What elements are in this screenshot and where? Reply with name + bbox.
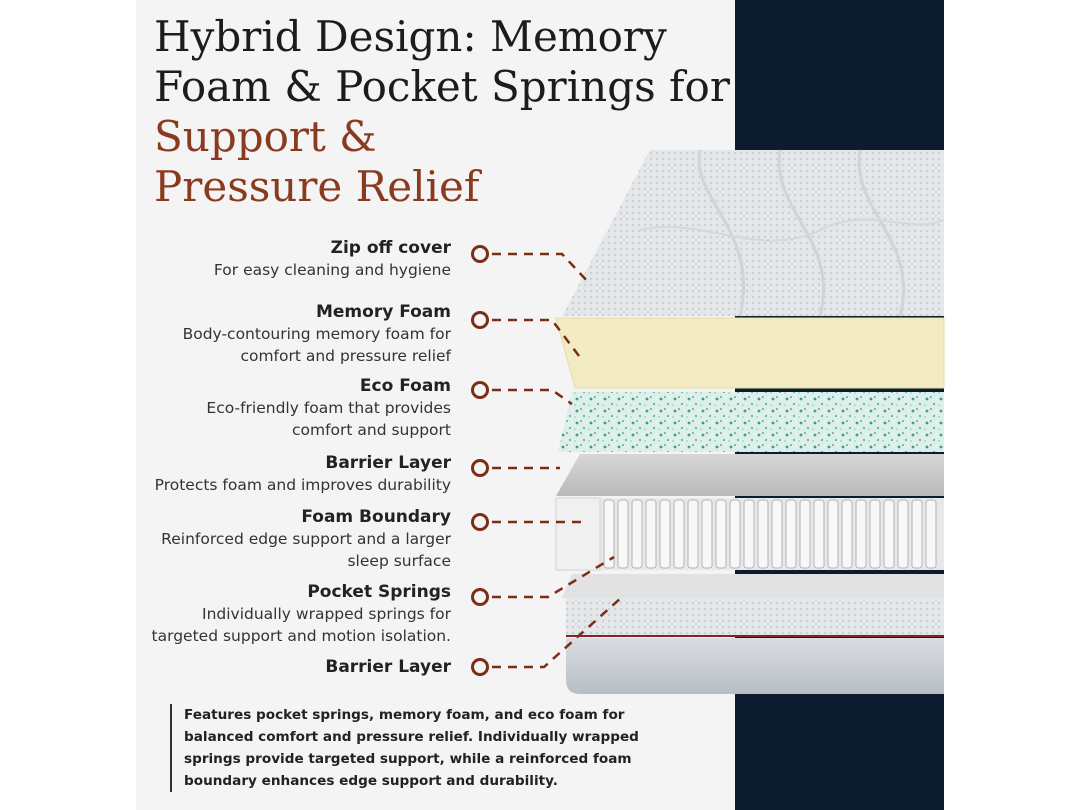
layer-title: Zip off cover bbox=[330, 238, 451, 258]
headline-line-1: Hybrid Design: Memory bbox=[154, 12, 667, 61]
layer-desc: Individually wrapped springs for bbox=[202, 605, 451, 623]
marker-dot-barrier-top bbox=[471, 459, 489, 477]
layer-title: Pocket Springs bbox=[307, 582, 451, 602]
barrier-layer-top bbox=[556, 454, 944, 496]
layer-title: Barrier Layer bbox=[325, 453, 451, 473]
headline-accent-line-2: Pressure Relief bbox=[154, 162, 480, 211]
layer-title: Eco Foam bbox=[359, 376, 451, 396]
callout-line: balanced comfort and pressure relief. Individually wrapped bbox=[184, 729, 639, 745]
layer-title: Memory Foam bbox=[315, 302, 451, 322]
label-barrier-layer-bottom bbox=[325, 656, 451, 678]
spring-unit bbox=[556, 498, 944, 570]
layer-desc: comfort and support bbox=[291, 421, 451, 439]
label-memory-foam bbox=[183, 301, 451, 367]
marker-dot-foam-boundary bbox=[471, 513, 489, 531]
marker-dot-cover bbox=[471, 245, 489, 263]
label-zip-off-cover bbox=[214, 237, 451, 281]
layer-desc: For easy cleaning and hygiene bbox=[213, 261, 451, 279]
base-layer bbox=[562, 574, 944, 694]
eco-foam-layer bbox=[558, 392, 944, 452]
layer-desc: Body-contouring memory foam for bbox=[182, 325, 451, 343]
layer-desc: Protects foam and improves durability bbox=[154, 476, 451, 494]
layer-desc: targeted support and motion isolation. bbox=[151, 627, 451, 645]
callout-line: springs provide targeted support, while a reinforced foam bbox=[184, 751, 632, 767]
memory-foam-layer bbox=[556, 318, 944, 388]
layer-title: Barrier Layer bbox=[325, 657, 451, 677]
callout-line: boundary enhances edge support and durability. bbox=[184, 773, 558, 789]
marker-dot-barrier-bottom bbox=[471, 658, 489, 676]
layer-title: Foam Boundary bbox=[301, 507, 451, 527]
callout-line: Features pocket springs, memory foam, and eco foam for bbox=[184, 707, 625, 723]
layer-desc: sleep surface bbox=[347, 552, 451, 570]
marker-dot-pocket-springs bbox=[471, 588, 489, 606]
layer-desc: comfort and pressure relief bbox=[240, 347, 451, 365]
layer-desc: Reinforced edge support and a larger bbox=[161, 530, 451, 548]
marker-dot-eco-foam bbox=[471, 381, 489, 399]
marker-dot-memory-foam bbox=[471, 311, 489, 329]
feature-callout bbox=[170, 704, 640, 792]
label-pocket-springs bbox=[152, 581, 451, 647]
layer-desc: Eco-friendly foam that provides bbox=[206, 399, 451, 417]
headline-line-2: Foam & Pocket Springs for bbox=[154, 62, 730, 111]
label-foam-boundary bbox=[161, 506, 451, 572]
headline-accent-line-1: Support & bbox=[154, 112, 377, 161]
cover-layer bbox=[562, 150, 944, 316]
label-eco-foam bbox=[206, 375, 451, 441]
label-barrier-layer-top bbox=[155, 452, 451, 496]
